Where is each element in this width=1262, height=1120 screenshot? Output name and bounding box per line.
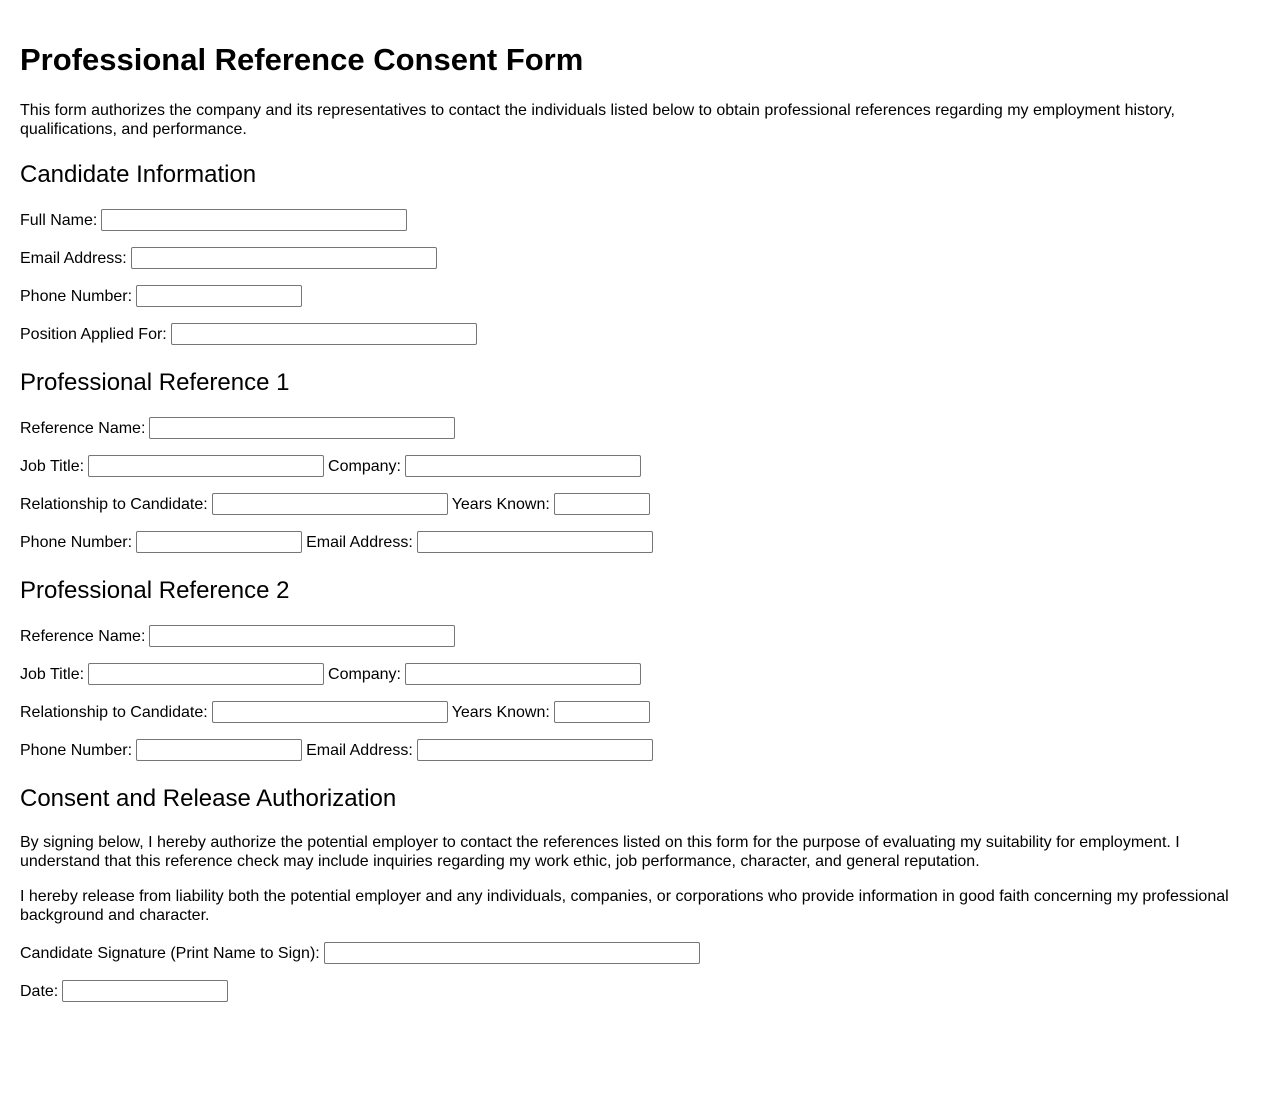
reference-2-name-row	[20, 624, 1242, 648]
position-input[interactable]	[171, 323, 477, 345]
date-label: Date:	[20, 982, 59, 1000]
consent-section	[20, 785, 1242, 1003]
reference-1-relationship-input[interactable]	[212, 493, 448, 515]
reference-1-phone-label: Phone Number:	[20, 533, 133, 551]
reference-2-phone-label: Phone Number:	[20, 741, 133, 759]
reference-1-name-row	[20, 416, 1242, 440]
reference-2-title-company-row	[20, 662, 1242, 686]
reference-2-company-input[interactable]	[405, 663, 641, 685]
reference-2-relationship-input[interactable]	[212, 701, 448, 723]
consent-paragraph-2: I hereby release from liability both the potential employer and any individuals, companies, or corporations who provide information in good faith concerning my professional background and character.	[20, 888, 1229, 924]
candidate-email-row	[20, 246, 1242, 270]
email-label: Email Address:	[20, 249, 127, 267]
reference-1-phone-input[interactable]	[136, 531, 302, 553]
reference-1-company-input[interactable]	[405, 455, 641, 477]
page-title: Professional Reference Consent Form	[20, 42, 584, 77]
candidate-section	[20, 161, 1242, 346]
reference-2-relationship-row	[20, 700, 1242, 724]
candidate-position-row	[20, 322, 1242, 346]
candidate-full-name-row	[20, 208, 1242, 232]
phone-input[interactable]	[136, 285, 302, 307]
reference-1-relationship-label: Relationship to Candidate:	[20, 495, 208, 513]
email-input[interactable]	[131, 247, 437, 269]
reference-1-title-company-row	[20, 454, 1242, 478]
reference-2-years-input[interactable]	[554, 701, 650, 723]
reference-1-years-input[interactable]	[554, 493, 650, 515]
consent-heading: Consent and Release Authorization	[20, 785, 397, 812]
signature-input[interactable]	[324, 942, 700, 964]
reference-2-section	[20, 577, 1242, 762]
reference-1-relationship-row	[20, 492, 1242, 516]
reference-1-name-label: Reference Name:	[20, 419, 146, 437]
reference-2-email-input[interactable]	[417, 739, 653, 761]
date-row	[20, 979, 1242, 1003]
phone-label: Phone Number:	[20, 287, 133, 305]
reference-2-job-title-label: Job Title:	[20, 665, 85, 683]
reference-1-years-label: Years Known:	[451, 495, 550, 513]
reference-2-heading: Professional Reference 2	[20, 577, 290, 604]
reference-1-job-title-label: Job Title:	[20, 457, 85, 475]
date-input[interactable]	[62, 980, 228, 1002]
reference-2-job-title-input[interactable]	[88, 663, 324, 685]
reference-2-years-label: Years Known:	[451, 703, 550, 721]
reference-1-email-label: Email Address:	[306, 533, 413, 551]
reference-1-job-title-input[interactable]	[88, 455, 324, 477]
reference-2-relationship-label: Relationship to Candidate:	[20, 703, 208, 721]
reference-1-email-input[interactable]	[417, 531, 653, 553]
reference-2-phone-input[interactable]	[136, 739, 302, 761]
reference-1-section	[20, 369, 1242, 554]
signature-row	[20, 941, 1242, 965]
reference-2-contact-row	[20, 738, 1242, 762]
full-name-input[interactable]	[101, 209, 407, 231]
position-label: Position Applied For:	[20, 325, 167, 343]
consent-paragraph-1: By signing below, I hereby authorize the potential employer to contact the references listed on this form for the purpose of evaluating my suitability for employment. I understand that this reference check may include inquiries regarding my work ethic, job performance, character, and general reputation.	[20, 834, 1180, 870]
reference-2-company-label: Company:	[328, 665, 401, 683]
candidate-heading: Candidate Information	[20, 161, 257, 188]
reference-2-email-label: Email Address:	[306, 741, 413, 759]
full-name-label: Full Name:	[20, 211, 98, 229]
intro-text: This form authorizes the company and its representatives to contact the individuals listed below to obtain professional references regarding my employment history, qualifications, and performance.	[20, 102, 1175, 138]
signature-label: Candidate Signature (Print Name to Sign):	[20, 944, 320, 962]
reference-1-company-label: Company:	[328, 457, 401, 475]
reference-2-name-label: Reference Name:	[20, 627, 146, 645]
reference-1-contact-row	[20, 530, 1242, 554]
reference-1-heading: Professional Reference 1	[20, 369, 290, 396]
candidate-phone-row	[20, 284, 1242, 308]
reference-2-name-input[interactable]	[149, 625, 455, 647]
reference-1-name-input[interactable]	[149, 417, 455, 439]
